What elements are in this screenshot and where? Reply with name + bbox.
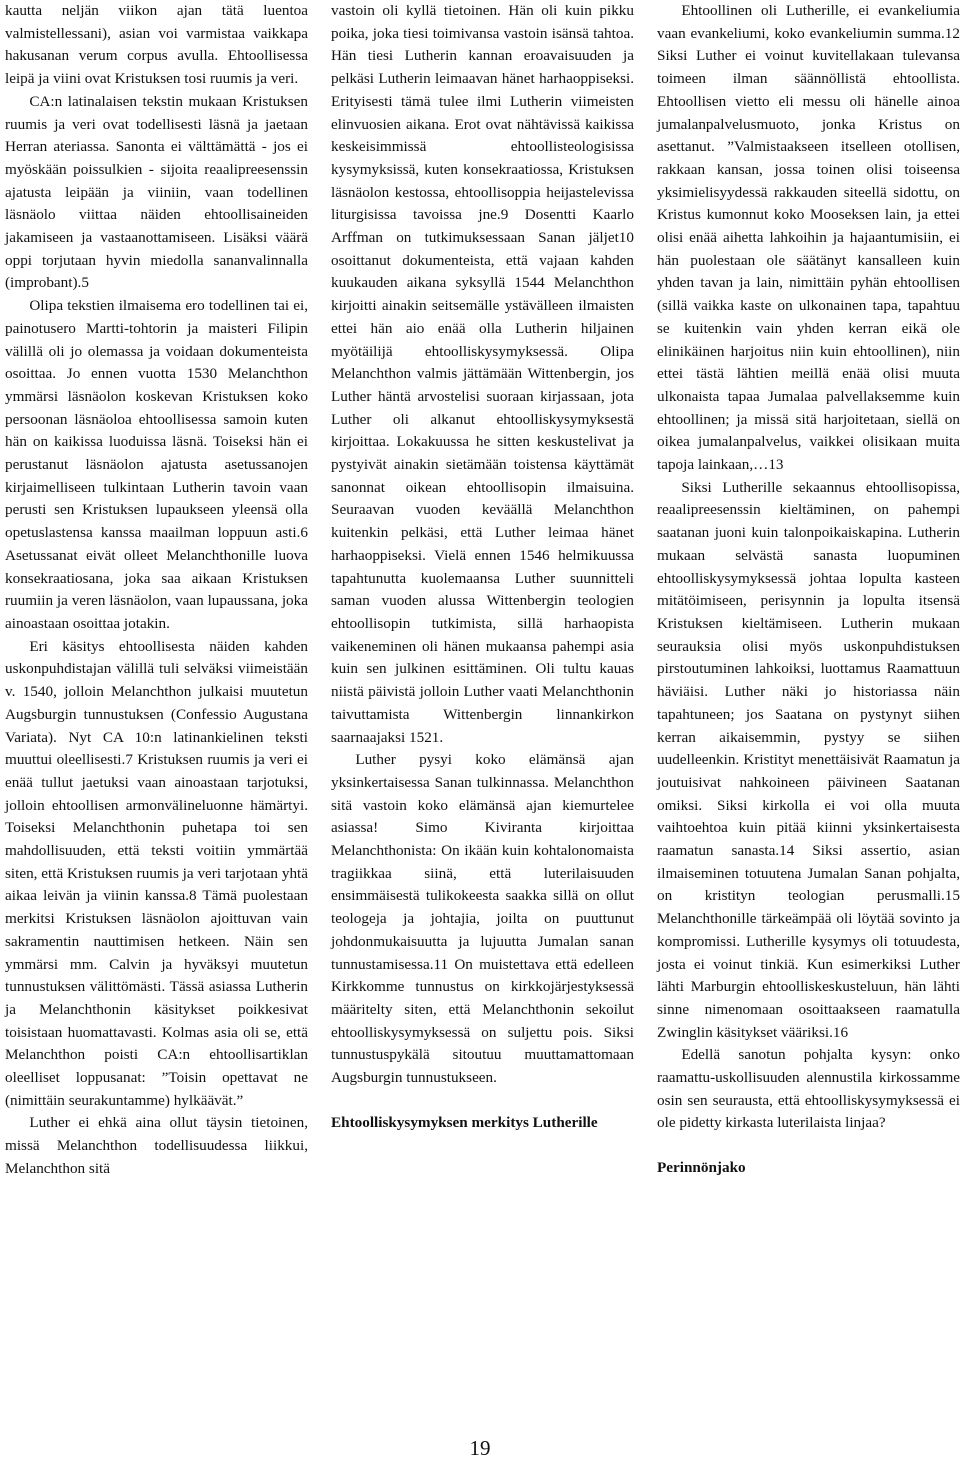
paragraph: vastoin oli kyllä tietoinen. Hän oli kuin pikku poika, joka tiesi toimivansa vastoin isänsä tahtoa. Hän tiesi Lutherin kannan eroavaisuuden ja pelkäsi Lutherin leimaavan hänet harhaoppiseksi. Erityisesti tämä tulee ilmi Lutherin viimeisten elinvuosien aikana. Erot ovat nähtävissä kaikissa keskeisimmissä ehtoollisteologisissa kysymyksissä, kuten konsekraatiossa, Kristuksen läsnäolon kestossa, ehtoollisoppia heijastelevissa liturgisissa tavoissa jne.9 Dosentti Kaarlo Arffman on tutkimuksessaan Sanan jäljet10 osoittanut dokumenteista, että vajaan kahden kuukauden aikana syksyllä 1544 Melanchthon kirjoitti ainakin seitsemälle ystävälleen ilmaisten ettei hän aio enää olla Lutherin hiljainen myötäilijä ehtoolliskysymyksessä. Olipa Melanchthon valmis jättämään Wittenbergin, jos Luther häntä arvostelisi suoraan kirjassaan, jota Luther oli alkanut ehtoolliskysymyksestä kirjoittaa. Lokakuussa he sitten keskustelivat ja pystyivät ainakin sietämään toistensa käyttämät sanonnat oikean ehtoollisopin ilmaisuina. Seuraavan vuoden keväällä Melanchthon kuitenkin pelkäsi, että Luther leimaa hänet harhaoppiseksi. Vielä ennen 1546 helmikuussa tapahtunutta kuolemaansa Luther suunnitteli saman vuoden alussa Wittenbergin teologien ehtoollisopin tutkimista, sillä harhaopista vaikeneminen oli hänen mukaansa pahempi asia kuin sen julkinen esittäminen. Oli tultu kauas niistä päivistä jolloin Luther vaati Melanchthonin taivuttamista Wittenbergin linnankirkon saarnaajaksi 1521. xyxy=(331,2,634,746)
section-heading: Perinnönjako xyxy=(657,1159,746,1177)
paragraph: Luther pysyi koko elämänsä ajan yksinkertaisessa Sanan tulkinnassa. Melanchthon sitä vastoin koko elämänsä ajan kiemurtelee asiassa! Simo Kiviranta kirjoittaa Melanchthonista: On ikään kuin kohtalonomaista tragiikkaa siinä, että luterilaisuuden ensimmäisestä tulikokeesta saakka sillä on ollut teologeja ja johtajia, joilta on puuttunut johdonmukaisuutta ja lujuutta Jumalan sanan tunnustamisessa.11 On muistettava että edelleen Kirkkomme tunnustus on kirkkojärjestyksessä määritelty siten, että Melanchthonin sekoilut ehtoolliskysymyksessä on suljettu pois. Siksi tunnustuspykälä sitoutuu muuttamattomaan Augsburgin tunnustukseen. xyxy=(331,751,634,1087)
page-number: 19 xyxy=(469,1436,491,1460)
paragraph: Olipa tekstien ilmaisema ero todellinen tai ei, painotusero Martti-tohtorin ja maisteri Filipin välillä oli jo olemassa ja voidaan dokumenteista osoittaa. Jo ennen vuotta 1530 Melanchthon ymmärsi läsnäolon koskevan Kristuksen koko persoonan läsnäoloa ehtoollisessa samoin kuten hän on kaikissa luoduissa läsnä. Toiseksi hän ei perustanut läsnäolon ajatusta asetussanojen kirjaimelliseen tulkintaan Lutherin tavoin vaan perusti sen Kristuksen lupaukseen yleensä olla opetuslastensa kanssa maailman loppuun asti.6 Asetussanat eivät olleet Melanchthonille luova konsekraatiosana, joka saa aikaan Kristuksen ruumiin ja veren läsnäolon, vaan lupaussana, joka ainoastaan osoittaa jotakin. xyxy=(5,297,308,632)
text-column-1 xyxy=(5,0,308,1181)
paragraph: CA:n latinalaisen tekstin mukaan Kristuksen ruumis ja veri ovat todellisesti läsnä ja jaetaan Herran ateriassa. Sanonta ei välttämättä - jos ei myöskään poissulkien - sijoita reaalipreesenssin ajatusta leipään ja viiniin, vaan todellinen läsnäolo viittaa näiden ehtoollisaineiden jakamiseen ja vastaanottamiseen. Lisäksi väärä oppi torjutaan hyvin miedolla sananvalinnalla (improbant).5 xyxy=(5,92,308,292)
paragraph: Ehtoollinen oli Lutherille, ei evankeliumia vaan evankeliumi, koko evankeliumin summa.12 Siksi Luther ei voinut kuvitellakaan tulevansa toimeen ilman säännöllistä ehtoollista. Ehtoollisen vietto eli messu oli hänelle ainoa jumalanpalvelusmuoto, jonka Kristus on asettanut. ”Valmistaakseen itselleen otollisen, rakkaan kansan, jossa toinen olisi toiseensa yksimielisyydessä rakkauden siteellä sidottu, on Kristus kumonnut koko Mooseksen lain, ja ettei olisi enää aihetta lahkoihin ja hajaantumisiin, ei hän puolestaan ole säätänyt kansalleen kuin yhden tavan ja lain, nimittäin pyhän ehtoollisen (sillä vaikka kaste on ulkonainen tapa, tapahtuu se kuitenkin vain yhden kerran eikä ole elinikäinen harjoitus niin kuin ehtoollinen), niin ettei tästä lähtien meillä enää olisi muuta ulkonaista tapaa Jumalaa palvellaksemme kuin ehtoollinen; ja missä sitä harjoitetaan, siellä on oikea jumalanpalvelus, vaikkei olisikaan muita tapoja lainkaan,…13 xyxy=(657,2,960,474)
text-column-2 xyxy=(331,0,634,1134)
text-column-3 xyxy=(657,0,960,1180)
paragraph: Siksi Lutherille sekaannus ehtoollisopissa, reaalipreesenssin kieltäminen, on pahempi saatanan juoni kuin talonpoikaiskapina. Lutherin mukaan selvästä sanasta luopuminen ehtoolliskysymyksessä johtaa lopulta kasteen mitätöimiseen, perisynnin ja lopulta itsensä Kristuksen kieltämiseen. Lutherin mukaan seurauksia olisi myös uskonpuhdistuksen pirstoutuminen lahkoiksi, luottamus Raamattuun häviäisi. Luther näki jo historiassa näin tapahtuneen; jos Saatana on pystynyt siihen kerran aikaisemmin, pystyy se siihen uudelleenkin. Kristityt menettäisivät Raamatun ja joutuisivat nahkoineen päivineen Saatanan omiksi. Siksi kirkolla ei voi olla muuta vaihtoehtoa kuin pitää kiinni yksinkertaisesta raamatun sanasta.14 Siksi assertio, asian ilmaiseminen totuutena Jumalan Sanan pohjalta, on kristityn teologian perusmalli.15 Melanchthonille tärkeämpää oli löytää sovinto ja kompromissi. Lutherille kysymys oli totuudesta, josta ei voinut tinkiä. Kun esimerkiksi Luther lähti Marburgin ehtoolliskeskusteluun, hän lähti sinne nimenomaan osoittaakseen raamatulla Zwinglin käsitykset vääriksi.16 xyxy=(657,478,960,1041)
paragraph: Eri käsitys ehtoollisesta näiden kahden uskonpuhdistajan välillä tuli selväksi viimeistään v. 1540, jolloin Melanchthon julkaisi muutetun Augsburgin tunnustuksen (Confessio Augustana Variata). Nyt CA 10:n latinankielinen teksti muuttui oleellisesti.7 Kristuksen ruumis ja veri ei enää tullut jaetuksi vaan ainoastaan tarjotuksi, jolloin ehtoollisen armonvälineluonne hämärtyi. Toiseksi Melanchthonin puhetapa toi sen mahdollisuuden, että teksti voitiin ymmärtää siten, että Kristuksen ruumis ja veri tarjotaan yhtä aikaa leivän ja viinin kanssa.8 Tämä puolestaan merkitsi Kristuksen läsnäolon ajoittuvan vain sakramentin nauttimisen hetkeen. Näin sen ymmärsi mm. Calvin ja hyväksyi muutetun tunnustuksen välittömästi. Tässä asiassa Lutherin ja Melanchthonin käsitykset poikkesivat toisistaan huomattavasti. Kolmas asia oli se, että Melanchthon poisti CA:n ehtoollisartiklan oleelliset loppusanat: ”Toisin opettavat ne (nimittäin seurakuntamme) hylkäävät.” xyxy=(5,637,308,1109)
paragraph: Edellä sanotun pohjalta kysyn: onko raamattu-uskollisuuden alennustila kirkossamme osin sen seurausta, että ehtoolliskysymyksessä ei ole pidetty kirkasta luterilaista linjaa? xyxy=(657,1046,960,1132)
paragraph: Luther ei ehkä aina ollut täysin tietoinen, missä Melanchthon todellisuudessa liikkui, Melanchthon sitä xyxy=(5,1114,308,1177)
paragraph: kautta neljän viikon ajan tätä luentoa valmistellessani), asian voi varmistaa vaikkapa hakusanan verum corpus avulla. Ehtoollisessa leipä ja viini ovat Kristuksen tosi ruumis ja veri. xyxy=(5,2,308,88)
section-heading: Ehtoolliskysymyksen merkitys Lutherille xyxy=(331,1113,598,1131)
